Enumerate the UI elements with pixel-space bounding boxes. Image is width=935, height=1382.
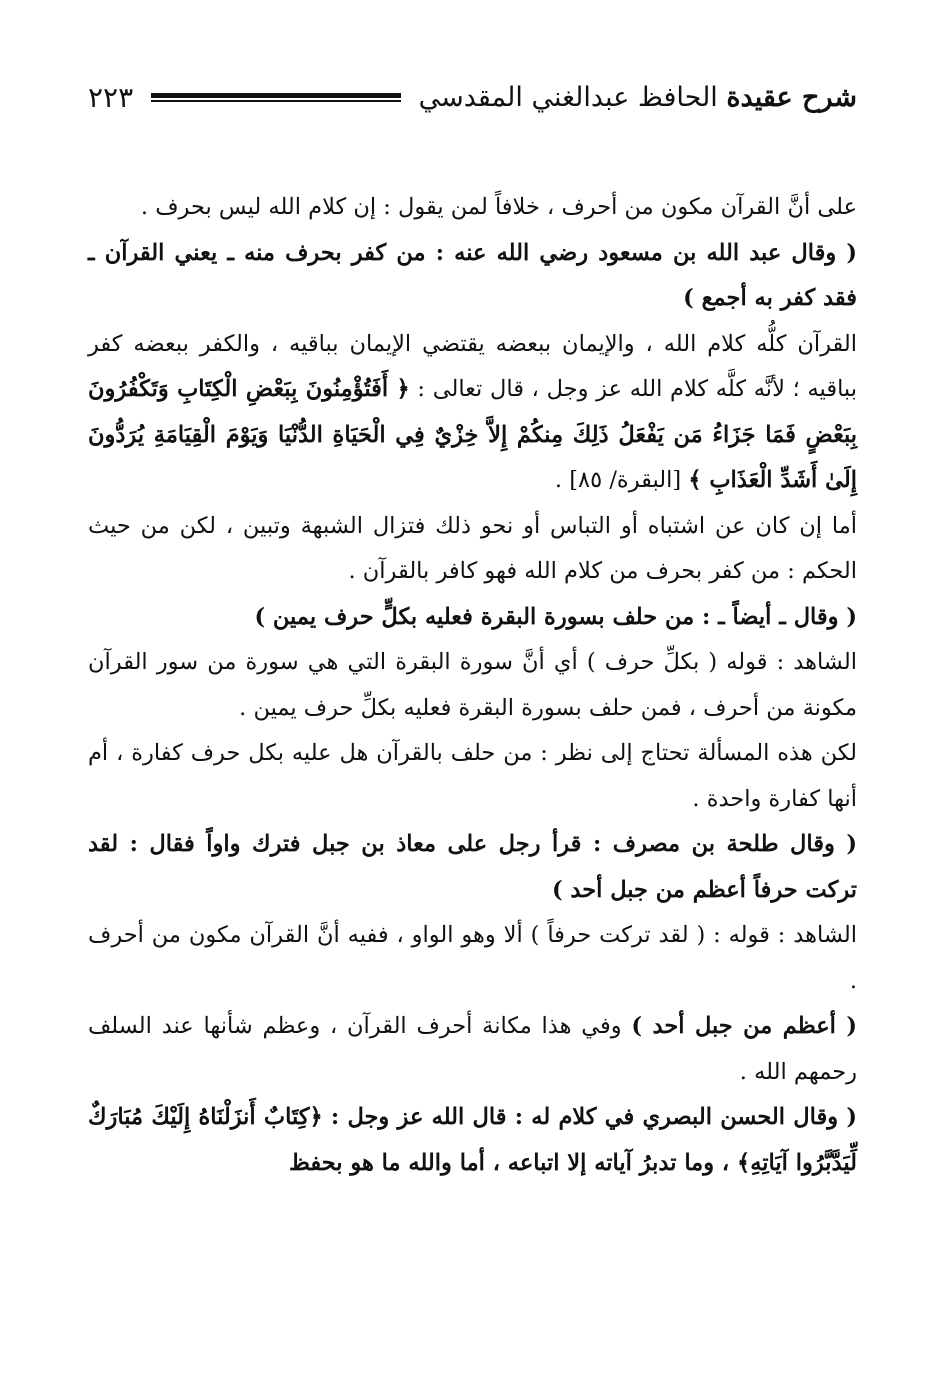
running-header xyxy=(88,72,857,122)
paragraph: الشاهد : قوله : ( لقد تركت حرفاً ) ألا وهو الواو ، ففيه أنَّ القرآن مكون من أحرف . xyxy=(88,922,857,994)
paragraph: أما إن كان عن اشتباه أو التباس أو نحو ذلك فتزال الشبهة وتبين ، لكن من حيث الحكم : من كفر بحرف من كلام الله فهو كافر بالقرآن . xyxy=(88,512,857,584)
paragraph xyxy=(88,322,857,504)
header-title-rest: الحافظ عبدالغني المقدسي xyxy=(418,81,727,113)
paragraph: لكن هذه المسألة تحتاج إلى نظر : من حلف بالقرآن هل عليه بكل حرف كفارة ، أم أنها كفارة واحدة . xyxy=(88,740,857,812)
header-title-bold: شرح عقيدة xyxy=(726,81,857,113)
quran-verse: ﴿ أَفَتُؤْمِنُونَ بِبَعْضِ الْكِتَابِ وَتَكْفُرُونَ بِبَعْضٍ فَمَا جَزَاءُ مَن يَفْعَلُ ذَلِكَ مِنكُمْ إِلاَّ خِزْيٌ فِي الْحَيَاةِ الدُّنْيَا وَيَوْمَ الْقِيَامَةِ يُرَدُّونَ إِلَىٰ أَشَدِّ الْعَذَابِ ﴾ xyxy=(88,376,857,493)
page-number: ٢٢٣ xyxy=(88,80,134,114)
quoted-narration xyxy=(88,1095,857,1186)
body-text xyxy=(88,185,857,1186)
quoted-phrase: ( أعظم من جبل أحد ) xyxy=(631,1013,857,1039)
narration-text: ، وما تدبرُ آياته إلا اتباعه ، أما والله ما هو بحفظ xyxy=(288,1149,738,1176)
paragraph: الشاهد : قوله ( بكلِّ حرف ) أي أنَّ سورة البقرة التي هي سورة من سور القرآن مكونة من أحرف ، فمن حلف بسورة البقرة فعليه بكلِّ حرف يمين . xyxy=(88,649,857,721)
verse-reference: [البقرة/ ٨٥] . xyxy=(554,467,682,493)
header-title xyxy=(419,82,857,113)
paragraph-text: القرآن كلُّه كلام الله ، والإيمان ببعضه يقتضي الإيمان بباقيه ، والكفر ببعضه كفر بباقيه ؛ لأنَّه كلَّه كلام الله عز وجل ، قال تعالى : xyxy=(88,330,857,402)
quoted-narration: ( وقال طلحة بن مصرف : قرأ رجل على معاذ بن جبل فترك واواً فقال : لقد تركت حرفاً أعظم من جبل أحد ) xyxy=(88,831,857,903)
paragraph: على أنَّ القرآن مكون من أحرف ، خلافاً لمن يقول : إن كلام الله ليس بحرف . xyxy=(140,194,857,220)
quran-verse: ﴿كِتَابٌ أَنزَلْنَاهُ إِلَيْكَ مُبَارَكٌ لِّيَدَّبَّرُوا آيَاتِهِ﴾ xyxy=(88,1104,857,1176)
header-rule xyxy=(151,93,400,102)
paragraph xyxy=(88,1004,857,1095)
narration-text: ( وقال الحسن البصري في كلام له : قال الله عز وجل : xyxy=(322,1104,858,1130)
quoted-narration: ( وقال عبد الله بن مسعود رضي الله عنه : من كفر بحرف منه ـ يعني القرآن ـ فقد كفر به أجمع ) xyxy=(88,239,857,311)
paragraph-text: وفي هذا مكانة أحرف القرآن ، وعظم شأنها عند السلف رحمهم الله . xyxy=(88,1013,857,1085)
quoted-narration: ( وقال ـ أيضاً ـ : من حلف بسورة البقرة فعليه بكلٍّ حرف يمين ) xyxy=(254,603,857,630)
